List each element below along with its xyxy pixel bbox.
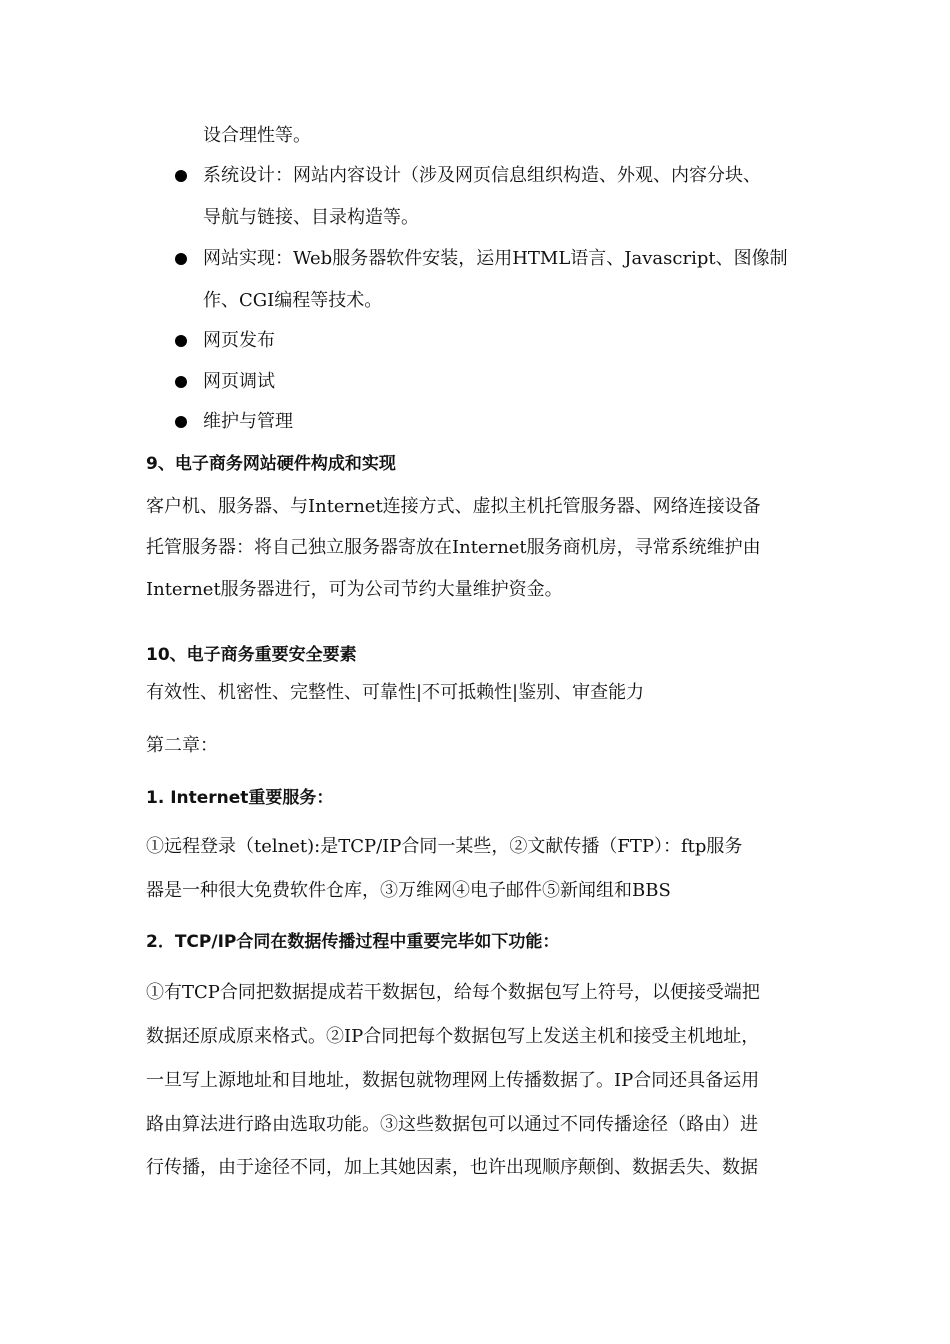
bullet-text: 网站实现：Web服务器软件安装，运用HTML语言、Javascript、图像制 [203,248,788,269]
paragraph-line: 有效性、机密性、完整性、可靠性|不可抵赖性|鉴别、审查能力 [146,682,645,703]
paragraph-line: 托管服务器：将自己独立服务器寄放在Internet服务商机房，寻常系统维护由 [146,537,761,558]
bullet-text: 系统设计：网站内容设计（涉及网页信息组织构造、外观、内容分块、 [203,165,761,186]
bullet-dot-icon [175,335,187,347]
bullet-dot-icon [175,416,187,428]
bullet-dot-icon [175,170,187,182]
bullet-text: 网页调试 [203,371,275,392]
continuation-text: 设合理性等。 [203,125,311,146]
bullet-text: 网页发布 [203,330,275,351]
paragraph-line: 客户机、服务器、与Internet连接方式、虚拟主机托管服务器、网络连接设备 [146,496,761,517]
paragraph-line: 一旦写上源地址和目地址，数据包就物理网上传播数据了。IP合同还具备运用 [146,1070,760,1091]
section-heading: 9、电子商务网站硬件构成和实现 [146,454,396,474]
paragraph-line: 路由算法进行路由选取功能。③这些数据包可以通过不同传播途径（路由）进 [146,1114,758,1135]
question-heading: 2．TCP/IP合同在数据传播过程中重要完毕如下功能： [146,932,560,952]
bullet-continuation: 作、CGI编程等技术。 [203,290,383,311]
paragraph-line: ①远程登录（telnet):是TCP/IP合同一某些，②文献传播（FTP）：ftp服务 [146,836,743,857]
paragraph-line: ①有TCP合同把数据提成若干数据包，给每个数据包写上符号，以便接受端把 [146,982,760,1003]
chapter-title: 第二章： [146,735,218,756]
bullet-continuation: 导航与链接、目录构造等。 [203,207,419,228]
paragraph-line: 行传播，由于途径不同，加上其她因素，也许出现顺序颠倒、数据丢失、数据 [146,1157,758,1178]
paragraph-line: 数据还原成原来格式。②IP合同把每个数据包写上发送主机和接受主机地址， [146,1026,760,1047]
paragraph-line: Internet服务器进行，可为公司节约大量维护资金。 [146,579,563,600]
bullet-text: 维护与管理 [203,411,293,432]
bullet-dot-icon [175,253,187,265]
question-heading: 1. Internet重要服务： [146,788,334,808]
section-heading: 10、电子商务重要安全要素 [146,645,357,665]
bullet-dot-icon [175,376,187,388]
paragraph-line: 器是一种很大免费软件仓库，③万维网④电子邮件⑤新闻组和BBS [146,880,671,901]
